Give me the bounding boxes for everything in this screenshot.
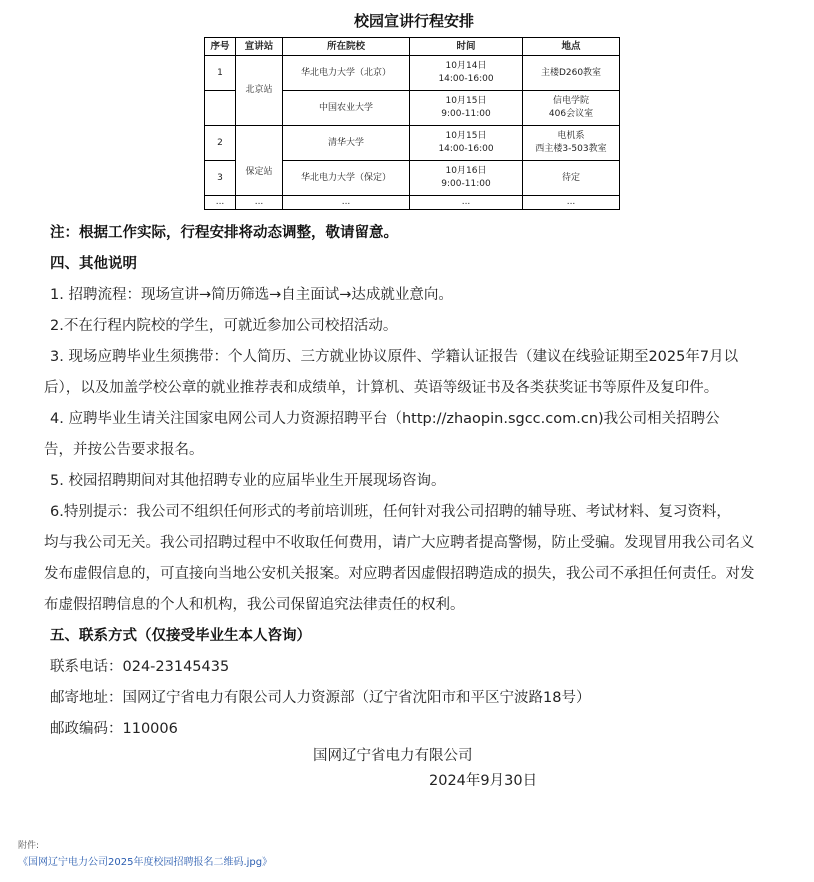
item-1: 1. 招聘流程：现场宣讲→简历筛选→自主面试→达成就业意向。 [50, 287, 453, 303]
item-6-line-2: 均与我公司无关。我公司招聘过程中不收取任何费用，请广大应聘者提高警惕，防止受骗。发现冒用我公司名义 [44, 535, 755, 551]
cell-time: 10月16日 9:00-11:00 [410, 161, 523, 196]
schedule-note: 注：根据工作实际，行程安排将动态调整，敬请留意。 [50, 225, 398, 241]
contact-postcode: 邮政编码：110006 [50, 721, 178, 737]
header-time: 时间 [410, 38, 523, 56]
table-row [205, 196, 620, 210]
attachment-link[interactable]: 《国网辽宁电力公司2025年度校园招聘报名二维码.jpg》 [18, 857, 273, 868]
schedule-table [204, 37, 620, 210]
cell-time: 10月14日 14:00-16:00 [410, 56, 523, 91]
item-3-line-1: 3. 现场应聘毕业生须携带：个人简历、三方就业协议原件、学籍认证报告（建议在线验证期至2025年7月以 [50, 349, 739, 365]
cell-school: 华北电力大学（北京） [283, 56, 410, 91]
cell-no: 1 [205, 56, 236, 91]
table-row [205, 126, 620, 161]
contact-phone: 联系电话：024-23145435 [50, 659, 230, 675]
header-place: 地点 [523, 38, 620, 56]
cell-time: ... [410, 196, 523, 210]
cell-station-baoding: 保定站 [236, 126, 283, 196]
section-4-title: 四、其他说明 [50, 256, 137, 272]
cell-school: ... [283, 196, 410, 210]
cell-station-more: ... [236, 196, 283, 210]
cell-place: ... [523, 196, 620, 210]
cell-place: 电机系 西主楼3-503教室 [523, 126, 620, 161]
header-station: 宣讲站 [236, 38, 283, 56]
item-5: 5. 校园招聘期间对其他招聘专业的应届毕业生开展现场咨询。 [50, 473, 446, 489]
item-6-line-4: 布虚假招聘信息的个人和机构，我公司保留追究法律责任的权利。 [44, 597, 465, 613]
item-4-line-2: 告，并按公告要求报名。 [44, 442, 204, 458]
cell-no: 2 [205, 126, 236, 161]
header-school: 所在院校 [283, 38, 410, 56]
article-body [44, 218, 810, 745]
header-no: 序号 [205, 38, 236, 56]
cell-place: 待定 [523, 161, 620, 196]
cell-station-beijing: 北京站 [236, 56, 283, 126]
cell-time: 10月15日 9:00-11:00 [410, 91, 523, 126]
cell-time: 10月15日 14:00-16:00 [410, 126, 523, 161]
cell-no: ... [205, 196, 236, 210]
cell-school: 华北电力大学（保定） [283, 161, 410, 196]
signature-date: 2024年9月30日 [429, 773, 538, 789]
attachment-label: 附件: [18, 841, 40, 851]
item-6-line-1: 6.特别提示：我公司不组织任何形式的考前培训班，任何针对我公司招聘的辅导班、考试材料、复习资料， [50, 504, 731, 520]
item-2: 2.不在行程内院校的学生，可就近参加公司校招活动。 [50, 318, 398, 334]
cell-no: 3 [205, 161, 236, 196]
cell-school: 中国农业大学 [283, 91, 410, 126]
cell-no [205, 91, 236, 126]
cell-place: 信电学院 406会议室 [523, 91, 620, 126]
contact-address: 邮寄地址：国网辽宁省电力有限公司人力资源部（辽宁省沈阳市和平区宁波路18号） [50, 690, 591, 706]
table-title: 校园宣讲行程安排 [353, 12, 474, 30]
item-6-line-3: 发布虚假信息的，可直接向当地公安机关报案。对应聘者因虚假招聘造成的损失，我公司不承担任何责任。对发 [44, 566, 755, 582]
item-4-line-1: 4. 应聘毕业生请关注国家电网公司人力资源招聘平台（http://zhaopin.sgcc.com.cn)我公司相关招聘公 [50, 411, 720, 427]
table-header-row [205, 38, 620, 56]
signature-org: 国网辽宁省电力有限公司 [313, 748, 473, 764]
section-5-title: 五、联系方式（仅接受毕业生本人咨询） [50, 628, 311, 644]
item-3-line-2: 后），以及加盖学校公章的就业推荐表和成绩单，计算机、英语等级证书及各类获奖证书等原件及复印件。 [44, 380, 719, 396]
cell-school: 清华大学 [283, 126, 410, 161]
table-row [205, 56, 620, 91]
cell-place: 主楼D260教室 [523, 56, 620, 91]
